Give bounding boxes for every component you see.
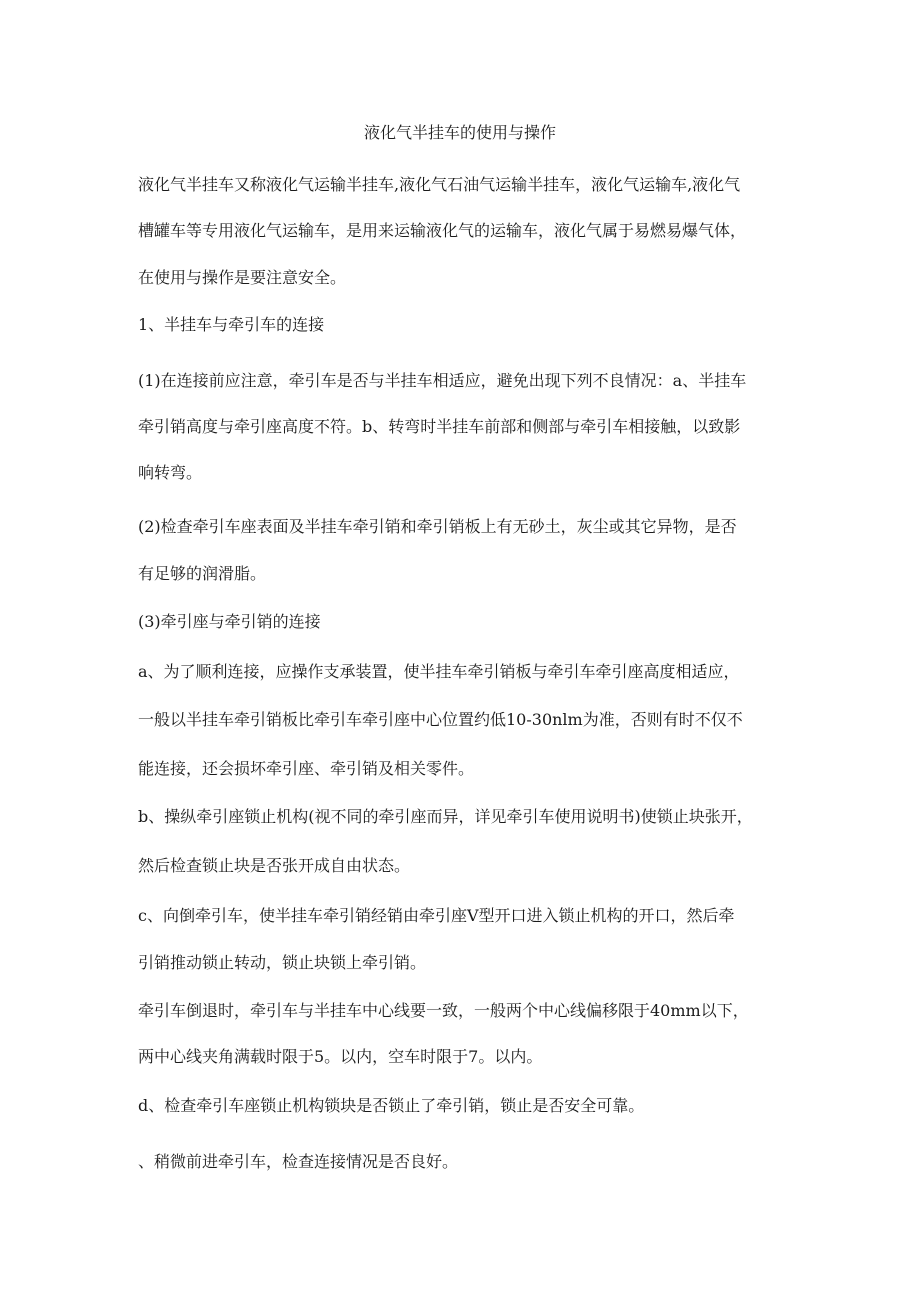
- text-line: 响转弯。: [138, 463, 203, 482]
- text-line: 牵引销高度与牵引座高度不符。b、转弯时半挂车前部和侧部与牵引车相接触，以致影: [138, 417, 741, 436]
- text-line: 然后检查锁止块是否张开成自由状态。: [138, 856, 411, 875]
- text-line: 两中心线夹角满载时限于5。以内，空车时限于7。以内。: [138, 1047, 543, 1066]
- text-line: 在使用与操作是要注意安全。: [138, 268, 347, 287]
- text-line: 牵引车倒退时，牵引车与半挂车中心线要一致，一般两个中心线偏移限于40mm以下，: [138, 1001, 749, 1020]
- text-line: 引销推动锁止转动，锁止块锁上牵引销。: [138, 953, 427, 972]
- document-title: 液化气半挂车的使用与操作: [363, 123, 556, 142]
- text-line: 、稍微前进牵引车，检查连接情况是否良好。: [138, 1152, 459, 1171]
- text-line: c、向倒牵引车，使半挂车牵引销经销由牵引座V型开口进入锁止机构的开口，然后牵: [138, 906, 735, 925]
- text-line: a、为了顺利连接，应操作支承装置，使半挂车牵引销板与牵引车牵引座高度相适应，: [138, 662, 740, 681]
- text-line: 能连接，还会损坏牵引座、牵引销及相关零件。: [138, 759, 475, 778]
- text-line: 槽罐车等专用液化气运输车，是用来运输液化气的运输车，液化气属于易燃易爆气体，: [138, 221, 747, 240]
- text-line: 一般以半挂车牵引销板比牵引车牵引座中心位置约低10-30nlm为准，否则有时不仅不: [138, 710, 743, 729]
- text-line: (1)在连接前应注意，牵引车是否与半挂车相适应，避免出现下列不良情况：a、半挂车: [138, 371, 747, 390]
- text-line: d、检查牵引车座锁止机构锁块是否锁止了牵引销，锁止是否安全可靠。: [138, 1096, 645, 1115]
- text-line: (3)牵引座与牵引销的连接: [138, 612, 321, 631]
- text-line: b、操纵牵引座锁止机构(视不同的牵引座而异，详见牵引车使用说明书)使锁止块张开，: [138, 807, 753, 826]
- text-line: 液化气半挂车又称液化气运输半挂车,液化气石油气运输半挂车，液化气运输车,液化气: [138, 175, 741, 194]
- text-line: 有足够的润滑脂。: [138, 564, 267, 583]
- section-heading: 1、半挂车与牵引车的连接: [138, 315, 325, 334]
- text-line: (2)检查牵引车座表面及半挂车牵引销和牵引销板上有无砂土，灰尘或其它异物，是否: [138, 517, 737, 536]
